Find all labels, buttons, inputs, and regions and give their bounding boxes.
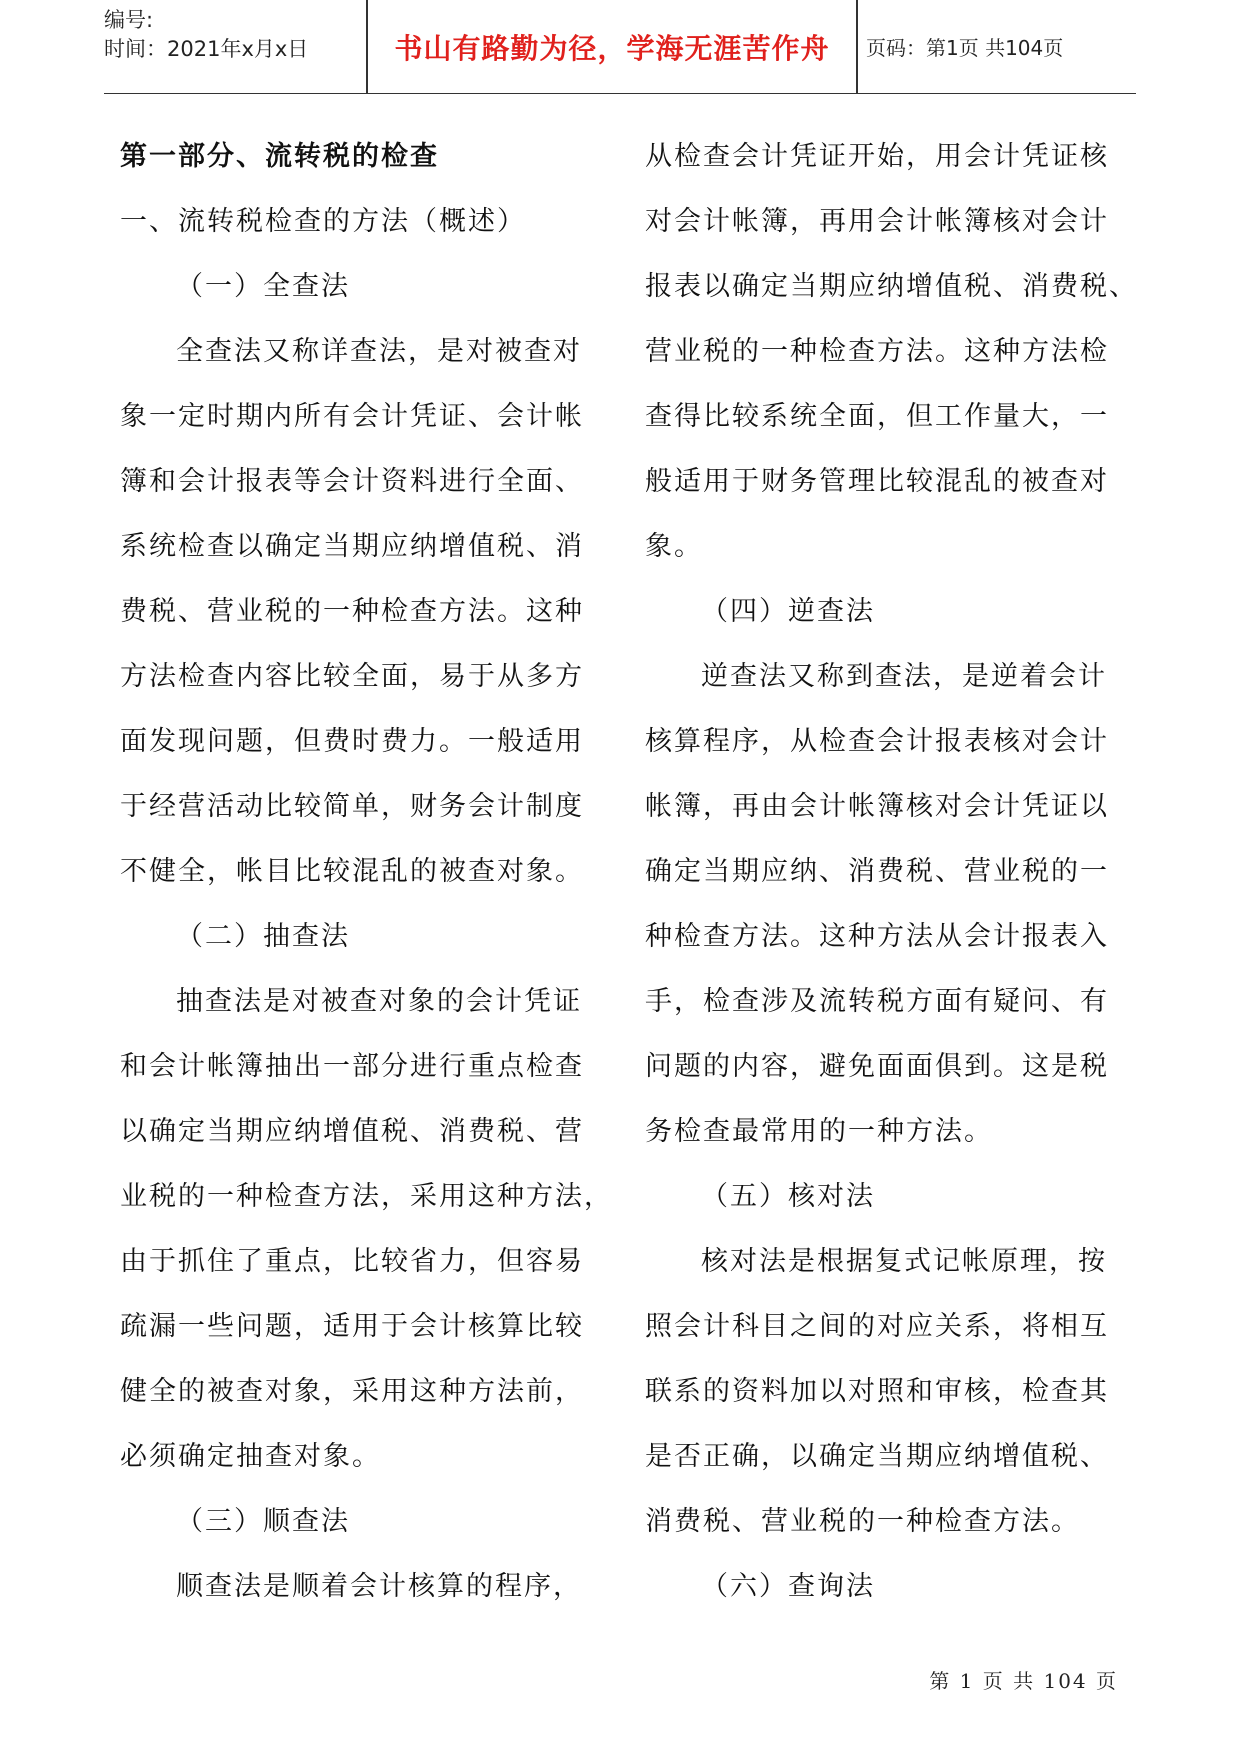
page-header bbox=[104, 0, 1136, 94]
text-line: （六）查询法 bbox=[701, 1571, 875, 1602]
text-line: 于经营活动比较简单，财务会计制度 bbox=[120, 791, 584, 822]
text-line: 确定当期应纳、消费税、营业税的一 bbox=[645, 856, 1109, 887]
text-line: 和会计帐簿抽出一部分进行重点检查 bbox=[120, 1051, 584, 1082]
text-line: 手，检查涉及流转税方面有疑问、有 bbox=[645, 986, 1109, 1017]
text-line: 疏漏一些问题，适用于会计核算比较 bbox=[120, 1311, 584, 1342]
text-line: 象。 bbox=[645, 531, 703, 562]
text-line: 不健全，帐目比较混乱的被查对象。 bbox=[120, 856, 584, 887]
text-line: 抽查法是对被查对象的会计凭证 bbox=[176, 986, 582, 1017]
text-line: 问题的内容，避免面面俱到。这是税 bbox=[645, 1051, 1109, 1082]
text-line: 核算程序，从检查会计报表核对会计 bbox=[645, 726, 1109, 757]
text-line: 帐簿，再由会计帐簿核对会计凭证以 bbox=[645, 791, 1109, 822]
header-meta bbox=[104, 0, 366, 93]
header-page-info bbox=[858, 0, 1136, 93]
text-line: 费税、营业税的一种检查方法。这种 bbox=[120, 596, 584, 627]
footer-page-number: 第 1 页 共 104 页 bbox=[929, 1669, 1118, 1693]
text-line: 对会计帐簿，再用会计帐簿核对会计 bbox=[645, 206, 1109, 237]
page-info-text: 页码：第1页 共104页 bbox=[866, 36, 1064, 60]
text-line: （五）核对法 bbox=[701, 1181, 875, 1212]
text-line: （三）顺查法 bbox=[176, 1506, 350, 1537]
text-line: 簿和会计报表等会计资料进行全面、 bbox=[120, 466, 584, 497]
text-line: 面发现问题，但费时费力。一般适用 bbox=[120, 726, 584, 757]
text-line: 一、流转税检查的方法（概述） bbox=[120, 206, 526, 237]
text-line: 象一定时期内所有会计凭证、会计帐 bbox=[120, 401, 584, 432]
text-line: （四）逆查法 bbox=[701, 596, 875, 627]
text-line: 报表以确定当期应纳增值税、消费税、 bbox=[645, 271, 1138, 302]
text-line: 健全的被查对象，采用这种方法前， bbox=[120, 1376, 584, 1407]
text-line: 从检查会计凭证开始，用会计凭证核 bbox=[645, 141, 1109, 172]
text-line: 营业税的一种检查方法。这种方法检 bbox=[645, 336, 1109, 367]
text-line: 系统检查以确定当期应纳增值税、消 bbox=[120, 531, 584, 562]
text-line: 种检查方法。这种方法从会计报表入 bbox=[645, 921, 1109, 952]
text-line: 是否正确，以确定当期应纳增值税、 bbox=[645, 1441, 1109, 1472]
left-text-column bbox=[120, 124, 620, 1619]
text-line: （二）抽查法 bbox=[176, 921, 350, 952]
text-line: 务检查最常用的一种方法。 bbox=[645, 1116, 993, 1147]
time-label: 时间：2021年x月x日 bbox=[104, 37, 309, 61]
header-motto-cell bbox=[368, 0, 856, 93]
text-line: 逆查法又称到查法，是逆着会计 bbox=[701, 661, 1107, 692]
text-line: 方法检查内容比较全面，易于从多方 bbox=[120, 661, 584, 692]
text-line: 查得比较系统全面，但工作量大，一 bbox=[645, 401, 1109, 432]
text-line: 照会计科目之间的对应关系，将相互 bbox=[645, 1311, 1109, 1342]
text-line: 必须确定抽查对象。 bbox=[120, 1441, 381, 1472]
text-line: 核对法是根据复式记帐原理，按 bbox=[701, 1246, 1107, 1277]
serial-label: 编号: bbox=[104, 8, 154, 32]
text-line: 消费税、营业税的一种检查方法。 bbox=[645, 1506, 1080, 1537]
text-line: 顺查法是顺着会计核算的程序， bbox=[176, 1571, 582, 1602]
motto-text: 书山有路勤为径，学海无涯苦作舟 bbox=[394, 31, 830, 65]
text-line: （一）全查法 bbox=[176, 271, 350, 302]
text-line: 般适用于财务管理比较混乱的被查对 bbox=[645, 466, 1109, 497]
text-line: 以确定当期应纳增值税、消费税、营 bbox=[120, 1116, 584, 1147]
text-line: 联系的资料加以对照和审核，检查其 bbox=[645, 1376, 1109, 1407]
section-heading: 第一部分、流转税的检查 bbox=[120, 141, 439, 172]
text-line: 由于抓住了重点，比较省力，但容易 bbox=[120, 1246, 584, 1277]
text-line: 业税的一种检查方法，采用这种方法， bbox=[120, 1181, 613, 1212]
text-line: 全查法又称详查法，是对被查对 bbox=[176, 336, 582, 367]
right-text-column bbox=[645, 124, 1145, 1619]
page-footer bbox=[929, 1665, 1118, 1694]
